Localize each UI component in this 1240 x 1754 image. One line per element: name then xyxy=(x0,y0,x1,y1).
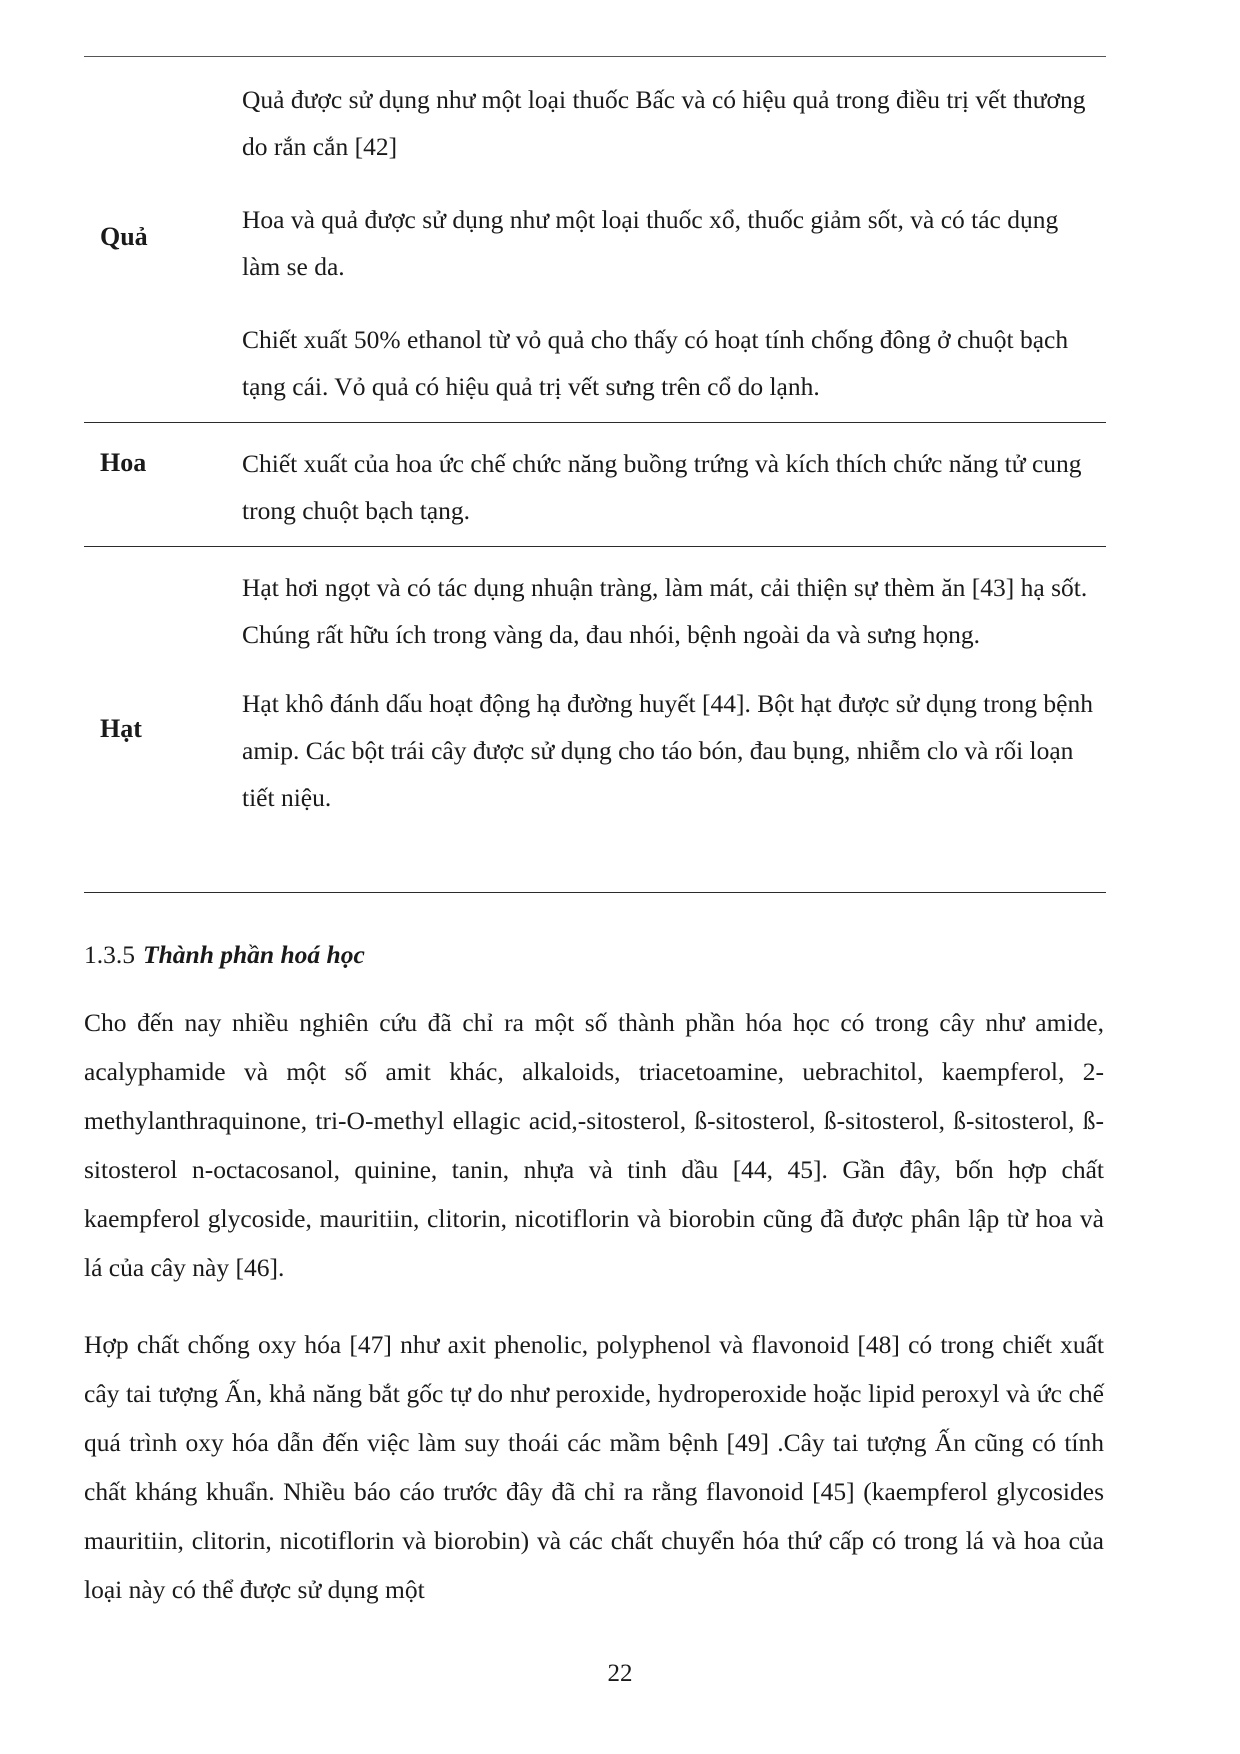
table-rule-1 xyxy=(84,422,1106,423)
table-rule-top xyxy=(84,56,1106,57)
page-number: 22 xyxy=(607,1660,633,1687)
row-content-qua xyxy=(242,76,1102,410)
table-cell-text: Hoa và quả được sử dụng như một loại thuốc xổ, thuốc giảm sốt, và có tác dụng làm se da. xyxy=(242,205,1059,281)
table-cell-text: Quả được sử dụng như một loại thuốc Bấc và có hiệu quả trong điều trị vết thương do rắn cắn [42] xyxy=(242,85,1086,161)
table-cell-text: Hạt hơi ngọt và có tác dụng nhuận tràng, làm mát, cải thiện sự thèm ăn [43] hạ sốt. Chúng rất hữu ích trong vàng da, đau nhói, bệnh ngoài da và sưng họng. xyxy=(242,573,1088,649)
row-label-hat: Hạt xyxy=(100,714,142,743)
row-label-qua: Quả xyxy=(100,222,148,251)
table-rule-bottom xyxy=(84,892,1106,893)
row-label-hoa: Hoa xyxy=(100,448,147,477)
section-title: Thành phần hoá học xyxy=(143,940,365,969)
paragraph-text: Cho đến nay nhiều nghiên cứu đã chỉ ra một số thành phần hóa học có trong cây như amide, acalyphamide và một số amit khác, alkaloids, triacetoamine, uebrachitol, kaempferol, 2-methylanthraquinone, tri-O-methyl ellagic acid,-sitosterol, ß-sitosterol, ß-sitosterol, ß-sitosterol, ß-sitosterol n-octacosanol, quinine, tanin, nhựa và tinh dầu [44, 45]. Gần đây, bốn hợp chất kaempferol glycoside, mauritiin, clitorin, nicotiflorin và biorobin cũng đã được phân lập từ hoa và lá của cây này [46]. xyxy=(84,1008,1104,1282)
table-cell-text: Chiết xuất 50% ethanol từ vỏ quả cho thấy có hoạt tính chống đông ở chuột bạch tạng cái. Vỏ quả có hiệu quả trị vết sưng trên cổ do lạnh. xyxy=(242,325,1069,401)
body-paragraph-2 xyxy=(84,1320,1104,1614)
section-number: 1.3.5 xyxy=(84,940,135,969)
table-cell-text: Hạt khô đánh dấu hoạt động hạ đường huyết [44]. Bột hạt được sử dụng trong bệnh amip. Các bột trái cây được sử dụng cho táo bón, đau bụng, nhiễm clo và rối loạn tiết niệu. xyxy=(242,689,1094,812)
paragraph-text: Hợp chất chống oxy hóa [47] như axit phenolic, polyphenol và flavonoid [48] có trong chiết xuất cây tai tượng Ấn, khả năng bắt gốc tự do như peroxide, hydroperoxide hoặc lipid peroxyl và ức chế quá trình oxy hóa dẫn đến việc làm suy thoái các mầm bệnh [49] .Cây tai tượng Ấn cũng có tính chất kháng khuẩn. Nhiều báo cáo trước đây đã chỉ ra rằng flavonoid [45] (kaempferol glycosides mauritiin, clitorin, nicotiflorin và biorobin) và các chất chuyển hóa thứ cấp có trong lá và hoa của loại này có thể được sử dụng một xyxy=(84,1330,1104,1604)
section-heading xyxy=(84,940,365,970)
body-paragraph-1 xyxy=(84,998,1104,1292)
row-content-hoa xyxy=(242,440,1102,534)
row-content-hat xyxy=(242,564,1102,821)
table-rule-2 xyxy=(84,546,1106,547)
table-cell-text: Chiết xuất của hoa ức chế chức năng buồng trứng và kích thích chức năng tử cung trong chuột bạch tạng. xyxy=(242,449,1082,525)
